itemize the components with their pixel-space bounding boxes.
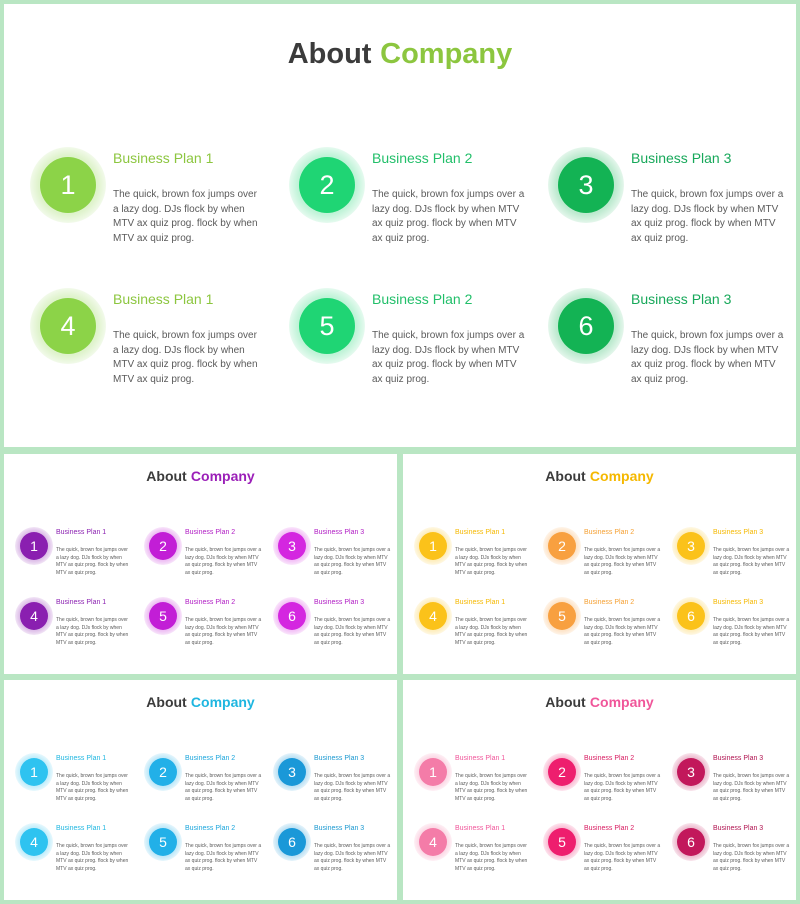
description-line: a lazy dog. DJs flock by when: [455, 624, 521, 631]
description-line: a lazy dog. DJs flock by when: [113, 344, 245, 356]
number-badge-ring: [144, 527, 182, 565]
description-line: lazy dog. DJs flock by when MTV: [713, 780, 787, 787]
description-line: a lazy dog. DJs flock by when: [455, 780, 521, 787]
item-heading: Business Plan 2: [185, 825, 236, 832]
description-line: MTV ax quiz prog. flock by when: [56, 788, 129, 794]
item-heading: Business Plan 3: [314, 529, 365, 536]
description-line: The quick, brown fox jumps over a: [372, 330, 525, 341]
item-heading: Business Plan 3: [713, 825, 764, 832]
description-line: lazy dog. DJs flock by when MTV: [372, 203, 520, 215]
item-heading: Business Plan 3: [314, 825, 365, 832]
number-badge: 5: [149, 828, 177, 856]
number-badge-ring: [273, 597, 311, 635]
item-description: [455, 547, 527, 577]
number-badge: 3: [677, 532, 705, 560]
item-description: [56, 843, 128, 873]
description-line: MTV ax quiz prog.: [56, 865, 97, 872]
number-badge-ring: [543, 527, 581, 565]
item-heading: Business Plan 1: [113, 291, 214, 307]
item-description: [584, 547, 660, 577]
description-line: lazy dog. DJs flock by when MTV: [314, 624, 388, 631]
description-line: The quick, brown fox jumps over: [56, 843, 128, 849]
number-badge: 6: [278, 828, 306, 856]
number-badge-ring: [672, 527, 710, 565]
description-line: ax quiz prog.: [314, 795, 343, 802]
item-description: [372, 188, 524, 246]
number-badge: 4: [40, 298, 96, 354]
number-badge-ring: [15, 753, 53, 791]
description-line: ax quiz prog.: [372, 232, 430, 244]
number-badge-ring: [15, 527, 53, 565]
item-heading: Business Plan 1: [455, 755, 506, 762]
description-line: The quick, brown fox jumps over a: [584, 617, 661, 623]
description-line: MTV ax quiz prog.: [455, 569, 496, 576]
description-line: ax quiz prog. flock by when MTV: [713, 858, 786, 864]
description-line: lazy dog. DJs flock by when MTV: [713, 850, 787, 857]
description-line: a lazy dog. DJs flock by when: [455, 850, 521, 857]
description-line: The quick, brown fox jumps over: [455, 547, 527, 553]
item-description: [631, 188, 783, 246]
description-line: The quick, brown fox jumps over: [113, 330, 257, 341]
number-badge-ring: [414, 527, 452, 565]
title-prefix: About: [545, 694, 586, 710]
description-line: MTV ax quiz prog. flock by when: [56, 632, 129, 638]
description-line: ax quiz prog.: [314, 639, 343, 646]
item-description: [631, 329, 783, 387]
number-badge-ring: [548, 288, 624, 364]
number-badge-ring: [543, 597, 581, 635]
number-badge-ring: [672, 823, 710, 861]
description-line: a lazy dog. DJs flock by when: [56, 624, 122, 631]
title-prefix: About: [287, 38, 372, 70]
number-badge-ring: [144, 597, 182, 635]
item-heading: Business Plan 2: [372, 291, 473, 307]
number-badge: 3: [278, 532, 306, 560]
item-heading: Business Plan 2: [185, 529, 236, 536]
description-line: ax quiz prog.: [631, 373, 689, 385]
slide-pink: [403, 680, 796, 900]
description-line: The quick, brown fox jumps over a: [185, 773, 262, 779]
description-line: MTV ax quiz prog. flock by when: [455, 632, 528, 638]
number-badge-ring: [543, 823, 581, 861]
description-line: The quick, brown fox jumps over a: [713, 617, 790, 623]
number-badge-ring: [144, 753, 182, 791]
description-line: ax quiz prog. flock by when MTV: [631, 359, 776, 370]
slide-blue: [4, 680, 397, 900]
title-accent: Company: [190, 468, 255, 484]
description-line: The quick, brown fox jumps over a: [631, 330, 784, 341]
number-badge: 4: [419, 828, 447, 856]
number-badge-ring: [543, 753, 581, 791]
description-line: MTV ax quiz prog.: [455, 795, 496, 802]
title-accent: Company: [589, 694, 654, 710]
item-heading: Business Plan 2: [584, 825, 635, 832]
item-heading: Business Plan 1: [455, 599, 506, 606]
item-description: [56, 547, 128, 577]
description-line: lazy dog. DJs flock by when MTV: [314, 850, 388, 857]
number-badge: 2: [548, 532, 576, 560]
description-line: ax quiz prog. flock by when MTV: [314, 562, 387, 568]
number-badge-ring: [273, 823, 311, 861]
number-badge: 1: [20, 532, 48, 560]
description-line: The quick, brown fox jumps over a: [713, 773, 790, 779]
description-line: lazy dog. DJs flock by when MTV: [584, 554, 658, 561]
slide-purple: [4, 454, 397, 674]
number-badge-ring: [672, 753, 710, 791]
description-line: ax quiz prog.: [185, 639, 214, 646]
description-line: ax quiz prog. flock by when MTV: [584, 858, 657, 864]
number-badge: 3: [558, 157, 614, 213]
item-description: [113, 329, 258, 387]
description-line: MTV ax quiz prog. flock by when: [455, 788, 528, 794]
description-line: lazy dog. DJs flock by when MTV: [185, 554, 259, 561]
description-line: MTV ax quiz prog.: [56, 795, 97, 802]
slide-title: [403, 468, 796, 484]
description-line: ax quiz prog.: [314, 865, 343, 872]
description-line: ax quiz prog. flock by when MTV: [372, 218, 517, 229]
description-line: ax quiz prog. flock by when MTV: [185, 858, 258, 864]
item-description: [455, 773, 527, 803]
description-line: MTV ax quiz prog.: [455, 639, 496, 646]
description-line: MTV ax quiz prog.: [56, 569, 97, 576]
description-line: lazy dog. DJs flock by when MTV: [584, 850, 658, 857]
number-badge-ring: [30, 147, 106, 223]
item-description: [56, 773, 128, 803]
description-line: ax quiz prog. flock by when MTV: [314, 632, 387, 638]
number-badge: 5: [299, 298, 355, 354]
number-badge: 5: [149, 602, 177, 630]
item-heading: Business Plan 1: [56, 599, 107, 606]
number-badge-ring: [548, 147, 624, 223]
description-line: lazy dog. DJs flock by when MTV: [713, 554, 787, 561]
description-line: MTV ax quiz prog.: [113, 232, 195, 244]
slide-title: [403, 694, 796, 710]
item-description: [713, 843, 789, 873]
description-line: The quick, brown fox jumps over a: [584, 773, 661, 779]
description-line: ax quiz prog. flock by when MTV: [314, 858, 387, 864]
description-line: The quick, brown fox jumps over: [56, 773, 128, 779]
title-accent: Company: [380, 38, 513, 70]
title-prefix: About: [146, 468, 187, 484]
description-line: ax quiz prog.: [713, 639, 742, 646]
item-heading: Business Plan 3: [314, 599, 365, 606]
description-line: lazy dog. DJs flock by when MTV: [185, 624, 259, 631]
item-heading: Business Plan 1: [56, 825, 107, 832]
description-line: The quick, brown fox jumps over: [113, 189, 257, 200]
description-line: ax quiz prog.: [372, 373, 430, 385]
item-description: [455, 617, 527, 647]
number-badge: 4: [419, 602, 447, 630]
description-line: a lazy dog. DJs flock by when: [56, 850, 122, 857]
item-description: [584, 773, 660, 803]
description-line: The quick, brown fox jumps over: [455, 617, 527, 623]
item-heading: Business Plan 2: [584, 599, 635, 606]
item-heading: Business Plan 3: [314, 755, 365, 762]
description-line: ax quiz prog. flock by when MTV: [713, 632, 786, 638]
description-line: lazy dog. DJs flock by when MTV: [185, 850, 259, 857]
item-description: [185, 617, 261, 647]
description-line: ax quiz prog.: [713, 569, 742, 576]
description-line: ax quiz prog.: [584, 569, 613, 576]
description-line: ax quiz prog.: [584, 865, 613, 872]
description-line: lazy dog. DJs flock by when MTV: [372, 344, 520, 356]
description-line: The quick, brown fox jumps over a: [584, 843, 661, 849]
item-heading: Business Plan 1: [56, 529, 107, 536]
item-heading: Business Plan 1: [455, 529, 506, 536]
description-line: ax quiz prog. flock by when MTV: [185, 632, 258, 638]
item-description: [314, 547, 390, 577]
number-badge-ring: [672, 597, 710, 635]
description-line: MTV ax quiz prog. flock by when: [113, 359, 258, 370]
item-heading: Business Plan 2: [372, 150, 473, 166]
item-description: [584, 617, 660, 647]
description-line: a lazy dog. DJs flock by when: [56, 554, 122, 561]
description-line: The quick, brown fox jumps over a: [584, 547, 661, 553]
number-badge: 5: [548, 602, 576, 630]
number-badge: 1: [419, 758, 447, 786]
item-description: [584, 843, 660, 873]
description-line: a lazy dog. DJs flock by when: [455, 554, 521, 561]
item-heading: Business Plan 1: [56, 755, 107, 762]
item-description: [314, 617, 390, 647]
description-line: The quick, brown fox jumps over a: [713, 547, 790, 553]
item-description: [185, 843, 261, 873]
slide-title: [4, 694, 397, 710]
description-line: ax quiz prog.: [314, 569, 343, 576]
description-line: MTV ax quiz prog.: [113, 373, 195, 385]
slide-title: [4, 38, 796, 71]
description-line: ax quiz prog. flock by when MTV: [372, 359, 517, 370]
number-badge-ring: [273, 527, 311, 565]
item-heading: Business Plan 1: [113, 150, 214, 166]
description-line: ax quiz prog.: [713, 795, 742, 802]
slide-green: [4, 4, 796, 447]
number-badge: 6: [677, 828, 705, 856]
number-badge: 2: [548, 758, 576, 786]
description-line: ax quiz prog. flock by when MTV: [185, 788, 258, 794]
description-line: The quick, brown fox jumps over a: [314, 843, 391, 849]
number-badge-ring: [414, 823, 452, 861]
description-line: The quick, brown fox jumps over a: [185, 617, 262, 623]
item-description: [713, 773, 789, 803]
description-line: ax quiz prog. flock by when MTV: [185, 562, 258, 568]
number-badge: 3: [278, 758, 306, 786]
description-line: lazy dog. DJs flock by when MTV: [584, 780, 658, 787]
number-badge-ring: [144, 823, 182, 861]
description-line: ax quiz prog. flock by when MTV: [631, 218, 776, 229]
description-line: ax quiz prog. flock by when MTV: [713, 788, 786, 794]
number-badge: 5: [548, 828, 576, 856]
item-heading: Business Plan 2: [584, 529, 635, 536]
description-line: The quick, brown fox jumps over a: [314, 617, 391, 623]
description-line: MTV ax quiz prog.: [56, 639, 97, 646]
description-line: The quick, brown fox jumps over a: [314, 773, 391, 779]
item-heading: Business Plan 2: [185, 755, 236, 762]
number-badge: 4: [20, 602, 48, 630]
number-badge: 6: [278, 602, 306, 630]
item-description: [113, 188, 258, 246]
description-line: The quick, brown fox jumps over: [455, 773, 527, 779]
title-prefix: About: [545, 468, 586, 484]
number-badge: 1: [20, 758, 48, 786]
description-line: lazy dog. DJs flock by when MTV: [584, 624, 658, 631]
description-line: ax quiz prog. flock by when MTV: [713, 562, 786, 568]
item-description: [314, 773, 390, 803]
description-line: MTV ax quiz prog. flock by when: [56, 858, 129, 864]
number-badge-ring: [414, 597, 452, 635]
description-line: lazy dog. DJs flock by when MTV: [185, 780, 259, 787]
item-heading: Business Plan 3: [713, 599, 764, 606]
description-line: MTV ax quiz prog.: [455, 865, 496, 872]
description-line: The quick, brown fox jumps over a: [713, 843, 790, 849]
description-line: lazy dog. DJs flock by when MTV: [713, 624, 787, 631]
number-badge: 2: [149, 758, 177, 786]
number-badge-ring: [289, 147, 365, 223]
item-description: [56, 617, 128, 647]
description-line: ax quiz prog.: [584, 639, 613, 646]
item-description: [185, 773, 261, 803]
number-badge-ring: [15, 597, 53, 635]
description-line: The quick, brown fox jumps over: [56, 547, 128, 553]
number-badge-ring: [15, 823, 53, 861]
slide-title: [4, 468, 397, 484]
description-line: ax quiz prog. flock by when MTV: [584, 632, 657, 638]
item-description: [713, 617, 789, 647]
number-badge: 6: [677, 602, 705, 630]
number-badge-ring: [414, 753, 452, 791]
description-line: lazy dog. DJs flock by when MTV: [631, 203, 779, 215]
number-badge: 1: [419, 532, 447, 560]
number-badge: 1: [40, 157, 96, 213]
description-line: ax quiz prog. flock by when MTV: [584, 788, 657, 794]
item-heading: Business Plan 3: [713, 529, 764, 536]
item-description: [372, 329, 524, 387]
description-line: lazy dog. DJs flock by when MTV: [314, 554, 388, 561]
description-line: The quick, brown fox jumps over a: [631, 189, 784, 200]
description-line: lazy dog. DJs flock by when MTV: [631, 344, 779, 356]
description-line: The quick, brown fox jumps over a: [185, 843, 262, 849]
item-description: [314, 843, 390, 873]
item-description: [713, 547, 789, 577]
item-description: [185, 547, 261, 577]
description-line: ax quiz prog.: [584, 795, 613, 802]
description-line: ax quiz prog. flock by when MTV: [584, 562, 657, 568]
item-heading: Business Plan 2: [584, 755, 635, 762]
description-line: lazy dog. DJs flock by when MTV: [314, 780, 388, 787]
title-accent: Company: [589, 468, 654, 484]
description-line: ax quiz prog.: [185, 795, 214, 802]
description-line: MTV ax quiz prog. flock by when: [455, 562, 528, 568]
description-line: ax quiz prog.: [631, 232, 689, 244]
description-line: ax quiz prog.: [713, 865, 742, 872]
item-heading: Business Plan 3: [631, 150, 732, 166]
description-line: MTV ax quiz prog. flock by when: [455, 858, 528, 864]
description-line: MTV ax quiz prog. flock by when: [56, 562, 129, 568]
description-line: a lazy dog. DJs flock by when: [56, 780, 122, 787]
description-line: ax quiz prog. flock by when MTV: [314, 788, 387, 794]
item-heading: Business Plan 3: [631, 291, 732, 307]
item-heading: Business Plan 3: [713, 755, 764, 762]
description-line: The quick, brown fox jumps over: [56, 617, 128, 623]
description-line: ax quiz prog.: [185, 569, 214, 576]
number-badge: 4: [20, 828, 48, 856]
description-line: The quick, brown fox jumps over a: [372, 189, 525, 200]
item-description: [455, 843, 527, 873]
item-heading: Business Plan 2: [185, 599, 236, 606]
title-accent: Company: [190, 694, 255, 710]
slide-yellow: [403, 454, 796, 674]
number-badge-ring: [289, 288, 365, 364]
number-badge: 2: [299, 157, 355, 213]
number-badge: 6: [558, 298, 614, 354]
description-line: The quick, brown fox jumps over a: [314, 547, 391, 553]
description-line: The quick, brown fox jumps over a: [185, 547, 262, 553]
number-badge: 3: [677, 758, 705, 786]
description-line: The quick, brown fox jumps over: [455, 843, 527, 849]
number-badge-ring: [273, 753, 311, 791]
number-badge-ring: [30, 288, 106, 364]
number-badge: 2: [149, 532, 177, 560]
description-line: a lazy dog. DJs flock by when: [113, 203, 245, 215]
description-line: MTV ax quiz prog. flock by when: [113, 218, 258, 229]
item-heading: Business Plan 1: [455, 825, 506, 832]
description-line: ax quiz prog.: [185, 865, 214, 872]
title-prefix: About: [146, 694, 187, 710]
